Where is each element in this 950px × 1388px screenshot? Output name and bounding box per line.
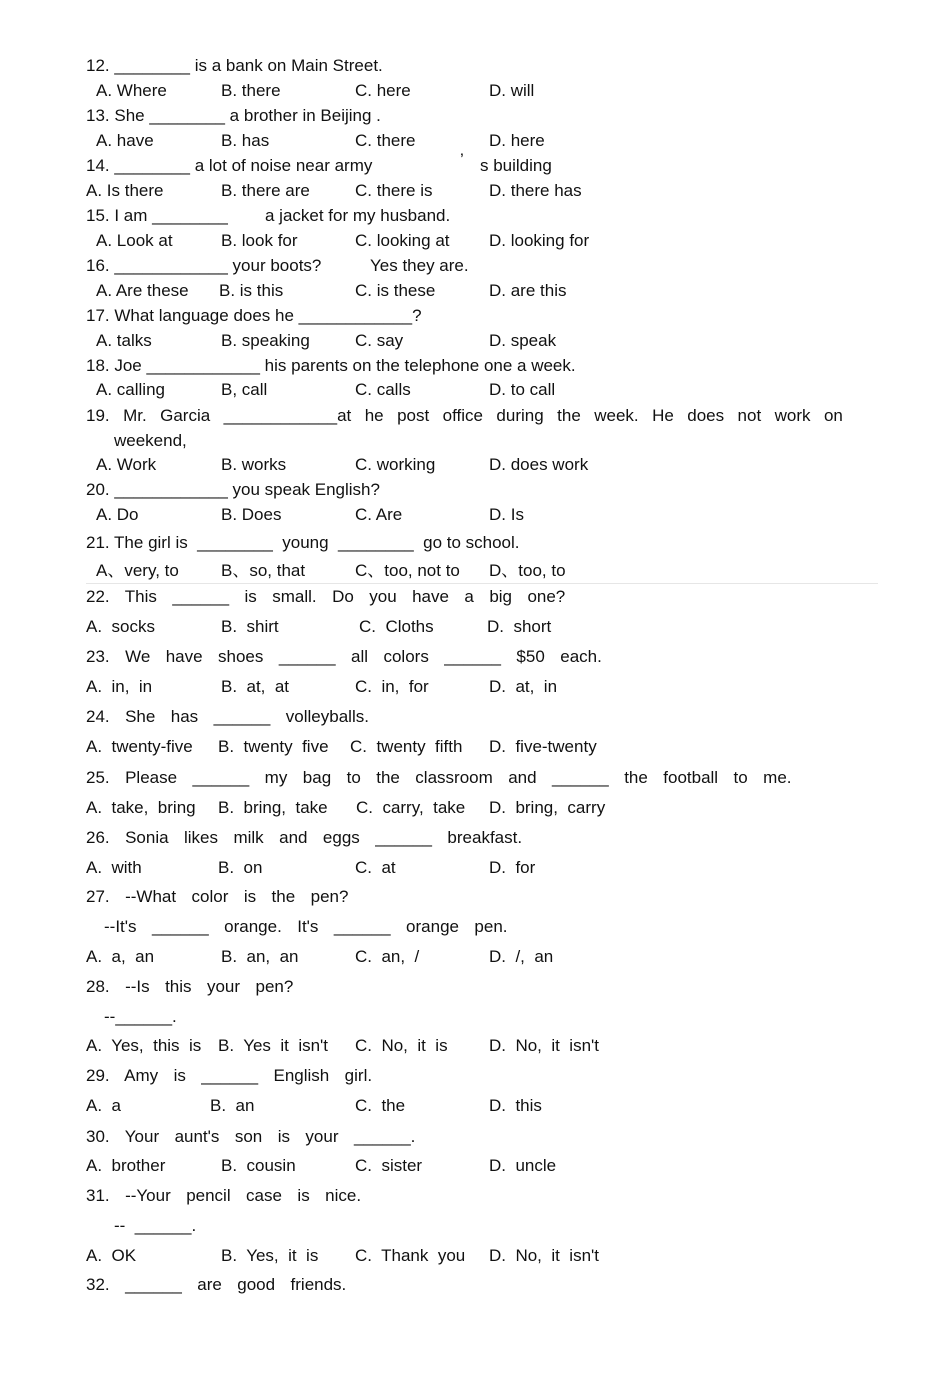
- option-d: D. will: [489, 81, 535, 100]
- option-a: A. brother: [86, 1156, 166, 1175]
- question-18: [0, 354, 950, 378]
- options-15: [0, 229, 950, 253]
- question-text: 22. This ______ is small. Do you have a big one?: [86, 587, 566, 606]
- option-a: A. in, in: [86, 677, 153, 696]
- option-b: B. an, an: [221, 947, 299, 966]
- option-d: D. uncle: [489, 1156, 557, 1175]
- question-text-cont: --______.: [104, 1007, 177, 1026]
- page-divider: [86, 583, 878, 584]
- option-d: D. looking for: [489, 231, 590, 250]
- question-text: 31. --Your pencil case is nice.: [86, 1186, 362, 1205]
- options-16: [0, 279, 950, 303]
- question-31: [0, 1184, 950, 1208]
- options-30: [0, 1154, 950, 1178]
- option-d: D. Is: [489, 505, 524, 524]
- option-b: B. works: [221, 455, 287, 474]
- option-c: C. here: [355, 81, 411, 100]
- option-a: A. with: [86, 858, 142, 877]
- options-24: [0, 735, 950, 759]
- question-text: 19. Mr. Garcia ____________at he post office during the week. He does not work on: [86, 406, 843, 425]
- option-d: D. to call: [489, 380, 556, 399]
- options-20: [0, 503, 950, 527]
- option-b: B. Does: [221, 505, 282, 524]
- question-text: 26. Sonia likes milk and eggs ______ breakfast.: [86, 828, 523, 847]
- option-c: C、too, not to: [355, 561, 460, 580]
- question-32: [0, 1273, 950, 1297]
- options-31: [0, 1244, 950, 1268]
- question-answer-text: Yes they are.: [370, 256, 469, 275]
- option-c: C. No, it is: [355, 1036, 448, 1055]
- option-d: D. this: [489, 1096, 542, 1115]
- option-d: D. here: [489, 131, 545, 150]
- question-text: 18. Joe ____________ his parents on the telephone one a week.: [86, 356, 576, 375]
- option-a: A. a: [86, 1096, 121, 1115]
- question-text-cont: --It's ______ orange. It's ______ orange pen.: [104, 917, 508, 936]
- option-a: A. Is there: [86, 181, 164, 200]
- question-27-cont: [0, 915, 950, 939]
- option-b: B. an: [210, 1096, 255, 1115]
- option-b: B. at, at: [221, 677, 290, 696]
- option-b: B. shirt: [221, 617, 279, 636]
- question-text: 29. Amy is ______ English girl.: [86, 1066, 373, 1085]
- options-14: [0, 179, 950, 203]
- question-21: [0, 531, 950, 555]
- option-d: D. there has: [489, 181, 582, 200]
- options-27: [0, 945, 950, 969]
- option-d: D. short: [487, 617, 552, 636]
- question-28-cont: [0, 1005, 950, 1029]
- question-text-cont: s building: [480, 156, 552, 175]
- option-d: D. No, it isn't: [489, 1036, 599, 1055]
- option-d: D. does work: [489, 455, 589, 474]
- option-c: C. twenty fifth: [350, 737, 463, 756]
- question-19: [0, 404, 950, 428]
- option-a: A. Look at: [96, 231, 173, 250]
- option-a: A. socks: [86, 617, 155, 636]
- option-a: A. Do: [96, 505, 139, 524]
- option-b: B. bring, take: [218, 798, 328, 817]
- option-c: C. calls: [355, 380, 411, 399]
- option-b: B. cousin: [221, 1156, 296, 1175]
- options-28: [0, 1034, 950, 1058]
- option-d: D. for: [489, 858, 536, 877]
- option-a: A. calling: [96, 380, 165, 399]
- option-a: A. Where: [96, 81, 167, 100]
- option-a: A. have: [96, 131, 154, 150]
- option-b: B. twenty five: [218, 737, 329, 756]
- question-23: [0, 645, 950, 669]
- options-13: [0, 129, 950, 153]
- options-26: [0, 856, 950, 880]
- question-text: 12. ________ is a bank on Main Street.: [86, 56, 383, 75]
- options-21: [0, 559, 950, 583]
- question-text: 32. ______ are good friends.: [86, 1275, 347, 1294]
- question-29: [0, 1064, 950, 1088]
- question-text: 24. She has ______ volleyballs.: [86, 707, 369, 726]
- question-text: 14. ________ a lot of noise near army: [86, 156, 373, 175]
- options-12: [0, 79, 950, 103]
- option-c: C. Cloths: [359, 617, 434, 636]
- option-c: C. the: [355, 1096, 406, 1115]
- option-c: C. in, for: [355, 677, 429, 696]
- option-c: C. sister: [355, 1156, 423, 1175]
- option-d: D. No, it isn't: [489, 1246, 599, 1265]
- option-c: C. say: [355, 331, 404, 350]
- option-b: B、so, that: [221, 561, 306, 580]
- question-text-cont: weekend,: [114, 431, 187, 450]
- option-b: B. there are: [221, 181, 310, 200]
- option-a: A. Work: [96, 455, 157, 474]
- option-c: C. is these: [355, 281, 436, 300]
- option-b: B. look for: [221, 231, 298, 250]
- question-28: [0, 975, 950, 999]
- option-a: A. twenty-five: [86, 737, 193, 756]
- option-b: B. Yes, it is: [221, 1246, 319, 1265]
- option-b: B. Yes it isn't: [218, 1036, 329, 1055]
- option-b: B, call: [221, 380, 268, 399]
- options-17: [0, 329, 950, 353]
- options-25: [0, 796, 950, 820]
- question-text: 15. I am ________: [86, 206, 228, 225]
- option-c: C. at: [355, 858, 396, 877]
- options-23: [0, 675, 950, 699]
- option-b: B. has: [221, 131, 270, 150]
- option-c: C. an, /: [355, 947, 420, 966]
- question-text: 27. --What color is the pen?: [86, 887, 349, 906]
- options-29: [0, 1094, 950, 1118]
- question-text: 13. She ________ a brother in Beijing .: [86, 106, 381, 125]
- option-c: C. looking at: [355, 231, 450, 250]
- question-30: [0, 1125, 950, 1149]
- question-text-cont: -- ______.: [114, 1216, 197, 1235]
- question-22: [0, 585, 950, 609]
- option-a: A. a, an: [86, 947, 155, 966]
- question-text: 28. --Is this your pen?: [86, 977, 294, 996]
- option-b: B. speaking: [221, 331, 310, 350]
- question-text: 25. Please ______ my bag to the classroom and ______ the football to me.: [86, 768, 792, 787]
- question-19-cont: [0, 429, 950, 453]
- question-text-cont: a jacket for my husband.: [265, 206, 451, 225]
- option-a: A、very, to: [96, 561, 179, 580]
- apostrophe: ’: [460, 150, 464, 169]
- option-c: C. carry, take: [356, 798, 466, 817]
- options-18: [0, 378, 950, 402]
- question-26: [0, 826, 950, 850]
- question-17: [0, 304, 950, 328]
- option-c: C. there is: [355, 181, 433, 200]
- options-22: [0, 615, 950, 639]
- question-16: [0, 254, 950, 278]
- question-text: 17. What language does he ____________?: [86, 306, 422, 325]
- question-text: 30. Your aunt's son is your ______.: [86, 1127, 416, 1146]
- options-19: [0, 453, 950, 477]
- question-text: 23. We have shoes ______ all colors ______ $50 each.: [86, 647, 602, 666]
- option-a: A. OK: [86, 1246, 137, 1265]
- option-d: D. are this: [489, 281, 567, 300]
- question-text: 21. The girl is ________ young ________ go to school.: [86, 533, 520, 552]
- option-a: A. talks: [96, 331, 152, 350]
- option-a: A. take, bring: [86, 798, 196, 817]
- option-d: D. at, in: [489, 677, 558, 696]
- question-20: [0, 478, 950, 502]
- option-c: C. Are: [355, 505, 403, 524]
- option-a: A. Yes, this is: [86, 1036, 202, 1055]
- question-12: [0, 54, 950, 78]
- option-d: D. five-twenty: [489, 737, 597, 756]
- option-d: D、too, to: [489, 561, 566, 580]
- option-c: C. working: [355, 455, 436, 474]
- question-14: [0, 150, 950, 178]
- option-b: B. on: [218, 858, 263, 877]
- question-27: [0, 885, 950, 909]
- question-24: [0, 705, 950, 729]
- option-d: D. bring, carry: [489, 798, 606, 817]
- option-b: B. is this: [219, 281, 284, 300]
- question-15: [0, 204, 950, 228]
- option-d: D. /, an: [489, 947, 554, 966]
- option-b: B. there: [221, 81, 281, 100]
- option-d: D. speak: [489, 331, 557, 350]
- question-13: [0, 104, 950, 128]
- question-text: 16. ____________ your boots?: [86, 256, 322, 275]
- option-a: A. Are these: [96, 281, 189, 300]
- option-c: C. there: [355, 131, 416, 150]
- option-c: C. Thank you: [355, 1246, 466, 1265]
- question-text: 20. ____________ you speak English?: [86, 480, 380, 499]
- question-31-cont: [0, 1214, 950, 1238]
- question-25: [0, 766, 950, 790]
